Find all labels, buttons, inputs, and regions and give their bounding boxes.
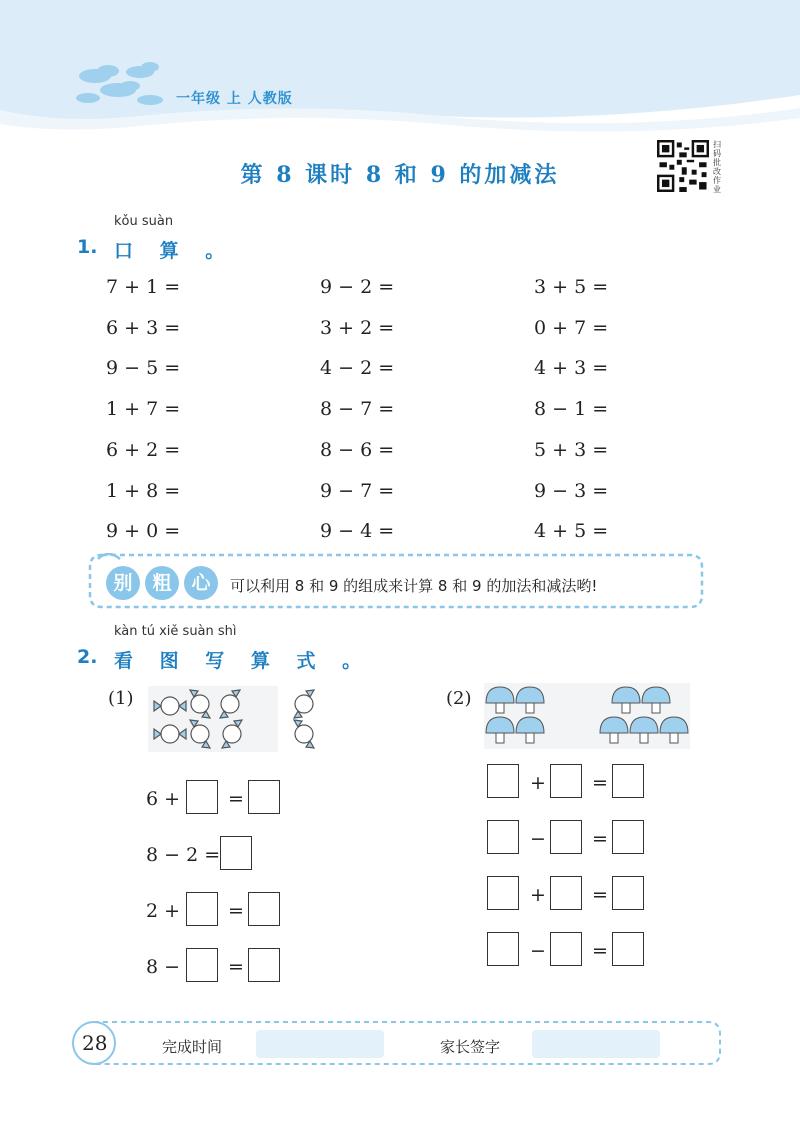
lesson-title: 第 8 课时 8 和 9 的加减法 xyxy=(240,162,560,188)
mushroom-icon xyxy=(516,717,544,743)
p1-row1-eq: = xyxy=(228,788,244,810)
p2-row3-op: + xyxy=(530,884,546,906)
mushroom-icon xyxy=(630,717,658,743)
part1-label: (1) xyxy=(108,688,134,709)
mushroom-icon xyxy=(660,717,688,743)
calc-item: 9 − 4 = xyxy=(320,520,395,542)
candy-picture-right xyxy=(284,686,324,752)
p1-row4-left: 8 − xyxy=(146,956,181,978)
candy-icon xyxy=(294,690,314,718)
calc-item: 3 + 2 = xyxy=(320,317,395,339)
answer-box[interactable] xyxy=(612,764,644,798)
section2-title: 看 图 写 算 式 。 xyxy=(114,650,372,672)
answer-box[interactable] xyxy=(248,780,280,814)
sign-label: 家长签字 xyxy=(440,1038,501,1056)
answer-box[interactable] xyxy=(186,948,218,982)
answer-box[interactable] xyxy=(550,820,582,854)
p2-row1-eq: = xyxy=(592,772,608,794)
section2-pinyin: kàn tú xiě suàn shì xyxy=(114,624,237,639)
grade-label: 一年级 上 人教版 xyxy=(176,91,293,107)
calc-item: 8 − 1 = xyxy=(534,398,609,420)
calc-item: 9 + 0 = xyxy=(106,520,181,542)
candy-icon xyxy=(154,697,186,715)
part2-label: (2) xyxy=(446,688,472,709)
qr-code-icon[interactable] xyxy=(657,140,709,192)
calc-item: 9 − 3 = xyxy=(534,480,609,502)
candy-icon xyxy=(154,725,186,743)
answer-box[interactable] xyxy=(612,932,644,966)
calc-item: 9 − 7 = xyxy=(320,480,395,502)
calc-item: 5 + 3 = xyxy=(534,439,609,461)
calc-item: 3 + 5 = xyxy=(534,276,609,298)
mushroom-icon xyxy=(642,687,670,713)
calc-item: 1 + 7 = xyxy=(106,398,181,420)
answer-box[interactable] xyxy=(186,780,218,814)
section1-pinyin: kǒu suàn xyxy=(114,214,174,229)
sign-field[interactable] xyxy=(532,1030,660,1058)
p2-row2-op: − xyxy=(530,828,546,850)
tip-badge-char-3: 心 xyxy=(184,566,218,600)
time-field[interactable] xyxy=(256,1030,384,1058)
mushroom-picture xyxy=(484,683,690,749)
calc-item: 1 + 8 = xyxy=(106,480,181,502)
calc-item: 8 − 7 = xyxy=(320,398,395,420)
mushroom-icon xyxy=(600,717,628,743)
answer-box[interactable] xyxy=(487,764,519,798)
calc-item: 9 − 2 = xyxy=(320,276,395,298)
calc-item: 9 − 5 = xyxy=(106,357,181,379)
qr-caption: 扫码批改作业 xyxy=(713,140,721,194)
answer-box[interactable] xyxy=(550,932,582,966)
calc-item: 4 + 3 = xyxy=(534,357,609,379)
answer-box[interactable] xyxy=(248,892,280,926)
calc-item: 4 − 2 = xyxy=(320,357,395,379)
calc-item: 8 − 6 = xyxy=(320,439,395,461)
answer-box[interactable] xyxy=(487,932,519,966)
section1-title: 口 算 。 xyxy=(114,240,235,262)
p2-row2-eq: = xyxy=(592,828,608,850)
answer-box[interactable] xyxy=(612,820,644,854)
header-band xyxy=(0,0,800,135)
calc-item: 7 + 1 = xyxy=(106,276,181,298)
answer-box[interactable] xyxy=(220,836,252,870)
mushroom-icon xyxy=(486,687,514,713)
mushroom-icon xyxy=(516,687,544,713)
p1-row2-left: 8 − 2 = xyxy=(146,844,221,866)
time-label: 完成时间 xyxy=(162,1038,223,1056)
calc-item: 6 + 3 = xyxy=(106,317,181,339)
calc-item: 0 + 7 = xyxy=(534,317,609,339)
answer-box[interactable] xyxy=(550,876,582,910)
candy-picture xyxy=(148,686,278,752)
answer-box[interactable] xyxy=(550,764,582,798)
p2-row4-eq: = xyxy=(592,940,608,962)
tip-badge-char-1: 别 xyxy=(106,566,140,600)
mushroom-icon xyxy=(612,687,640,713)
answer-box[interactable] xyxy=(186,892,218,926)
candy-icon xyxy=(190,720,210,748)
candy-icon xyxy=(220,690,240,718)
calc-item: 6 + 2 = xyxy=(106,439,181,461)
answer-box[interactable] xyxy=(487,820,519,854)
calc-item: 4 + 5 = xyxy=(534,520,609,542)
section1-number: 1. xyxy=(77,236,98,258)
tip-badge-char-2: 粗 xyxy=(145,566,179,600)
p2-row3-eq: = xyxy=(592,884,608,906)
candy-icon xyxy=(222,720,242,748)
answer-box[interactable] xyxy=(487,876,519,910)
page-number: 28 xyxy=(82,1031,108,1055)
p1-row3-eq: = xyxy=(228,900,244,922)
tip-text: 可以利用 8 和 9 的组成来计算 8 和 9 的加法和减法哟! xyxy=(230,577,598,595)
answer-box[interactable] xyxy=(248,948,280,982)
section2-number: 2. xyxy=(77,646,98,668)
mushroom-icon xyxy=(486,717,514,743)
p2-row4-op: − xyxy=(530,940,546,962)
candy-icon xyxy=(190,690,210,718)
p1-row1-left: 6 + xyxy=(146,788,181,810)
p1-row4-eq: = xyxy=(228,956,244,978)
answer-box[interactable] xyxy=(612,876,644,910)
p1-row3-left: 2 + xyxy=(146,900,181,922)
p2-row1-op: + xyxy=(530,772,546,794)
candy-icon xyxy=(294,720,314,748)
